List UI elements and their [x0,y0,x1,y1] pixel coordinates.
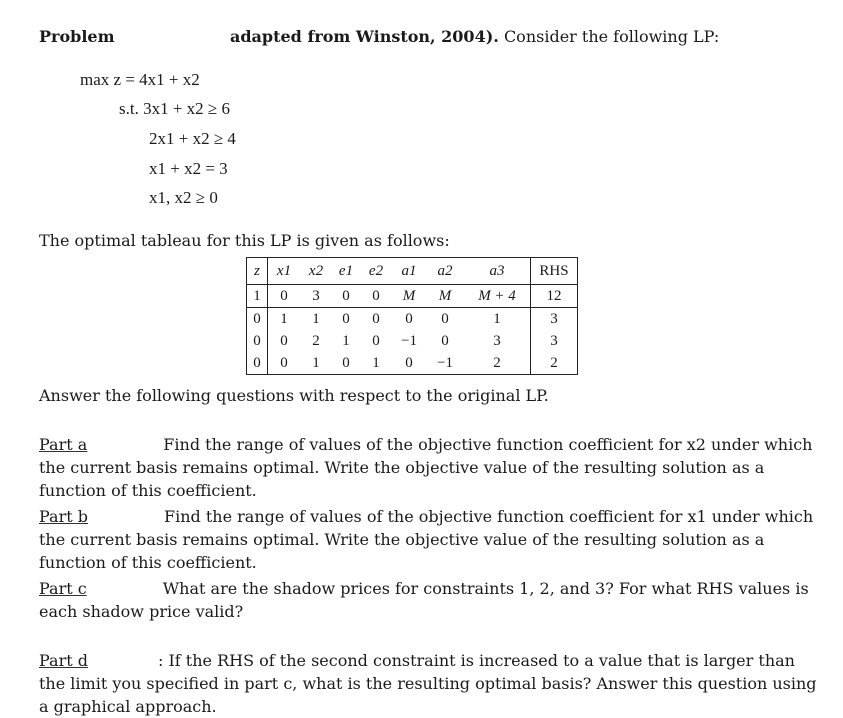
tableau-header-cell: x1 [268,258,301,285]
part-a [39,433,821,502]
part-d-text: : If the RHS of the second constraint is increased to a value that is larger than the limit you specified in part c, what is the resulting optimal basis? Answer this question using a graphical approach. [39,651,817,716]
tableau-cell: M + 4 [464,285,531,308]
part-d [39,649,821,718]
tableau-cell: 0 [392,352,426,375]
part-d-label: Part d [39,651,88,670]
part-b-text: Find the range of values of the objective function coefficient for x1 under which the current basis remains optimal. Write the objective value of the resulting solution as a function of this coefficient. [39,507,814,572]
lp-objective-text: max z = 4x1 + x2 [80,70,200,89]
tableau-cell: 3 [531,330,578,352]
tableau-cell: 3 [300,285,332,308]
tableau-cell: 0 [441,310,449,327]
part-c-label: Part c [39,579,87,598]
tableau-cell: 0 [332,352,360,375]
part-c-text: What are the shadow prices for constraints 1, 2, and 3? For what RHS values is each shadow price valid? [39,579,809,621]
tableau-cell: 1 [360,352,392,375]
lp-constraint-3: x1 + x2 = 3 [149,159,228,178]
tableau-cell: 2 [464,352,531,375]
tableau-intro: The optimal tableau for this LP is given as follows: [39,231,450,250]
tableau-cell: 0 [405,310,413,327]
tableau-cell: 0 [372,332,380,349]
tableau-cell: 0 [360,285,392,308]
tableau-cell: 1 [312,310,320,327]
tableau-header-cell: RHS [531,258,578,285]
lp-constraint-1: s.t. 3x1 + x2 ≥ 6 [119,99,231,118]
tableau-header-cell: a2 [426,258,464,285]
tableau-cell: 2 [312,332,320,349]
tableau-cell: 0 [332,285,360,308]
tableau-cell: −1 [426,352,464,375]
optimal-tableau [246,257,578,375]
lp-nonnegativity: x1, x2 ≥ 0 [149,188,218,207]
tableau-header-cell: z [247,258,268,285]
tableau-cell: 3 [464,330,531,352]
tableau-header-row [247,258,578,285]
source-citation: adapted from Winston, 2004). [230,27,499,46]
tableau-header-cell: e2 [360,258,392,285]
tableau-cell: 12 [531,285,578,308]
tableau-cell: M [426,285,464,308]
lp-constraint-2: 2x1 + x2 ≥ 4 [149,129,236,148]
tableau-row [247,352,578,375]
problem-intro: Consider the following LP: [503,27,720,46]
tableau-cell: 0 [372,310,380,327]
tableau-header-cell: a1 [392,258,426,285]
tableau-cell: 2 [531,352,578,375]
part-a-text: Find the range of values of the objective function coefficient for x2 under which the current basis remains optimal. Write the objective value of the resulting solution as a function of this coefficient. [39,435,813,500]
tableau-header-cell: a3 [464,258,531,285]
tableau-cell: 0 [342,310,350,327]
tableau-row [247,330,578,352]
lp-objective [80,70,200,90]
tableau-row [247,285,578,308]
tableau-cell: M [392,285,426,308]
tableau-cell: 3 [531,308,578,331]
tableau-cell: 0 [268,285,301,308]
problem-label: Problem [39,27,115,46]
tableau-cell: 1 [280,310,288,327]
problem-header [230,27,719,46]
tableau-cell: 0 [247,330,268,352]
tableau-cell: 0 [280,332,288,349]
tableau-cell: 1 [300,352,332,375]
tableau-cell: 1 [247,285,268,308]
tableau-header-cell: e1 [332,258,360,285]
part-b-label: Part b [39,507,88,526]
tableau-cell: −1 [401,332,417,349]
tableau-row [247,308,578,331]
tableau-header-cell: x2 [300,258,332,285]
part-c [39,577,821,623]
tableau-cell: 0 [441,332,449,349]
tableau-cell: 1 [342,332,350,349]
answer-intro: Answer the following questions with respect to the original LP. [39,386,549,405]
tableau-cell: 0 [268,352,301,375]
tableau-cell: 1 [464,308,531,331]
part-b [39,505,821,574]
part-a-label: Part a [39,435,88,454]
tableau-cell: 0 [247,352,268,375]
tableau-cell: 0 [247,308,268,331]
